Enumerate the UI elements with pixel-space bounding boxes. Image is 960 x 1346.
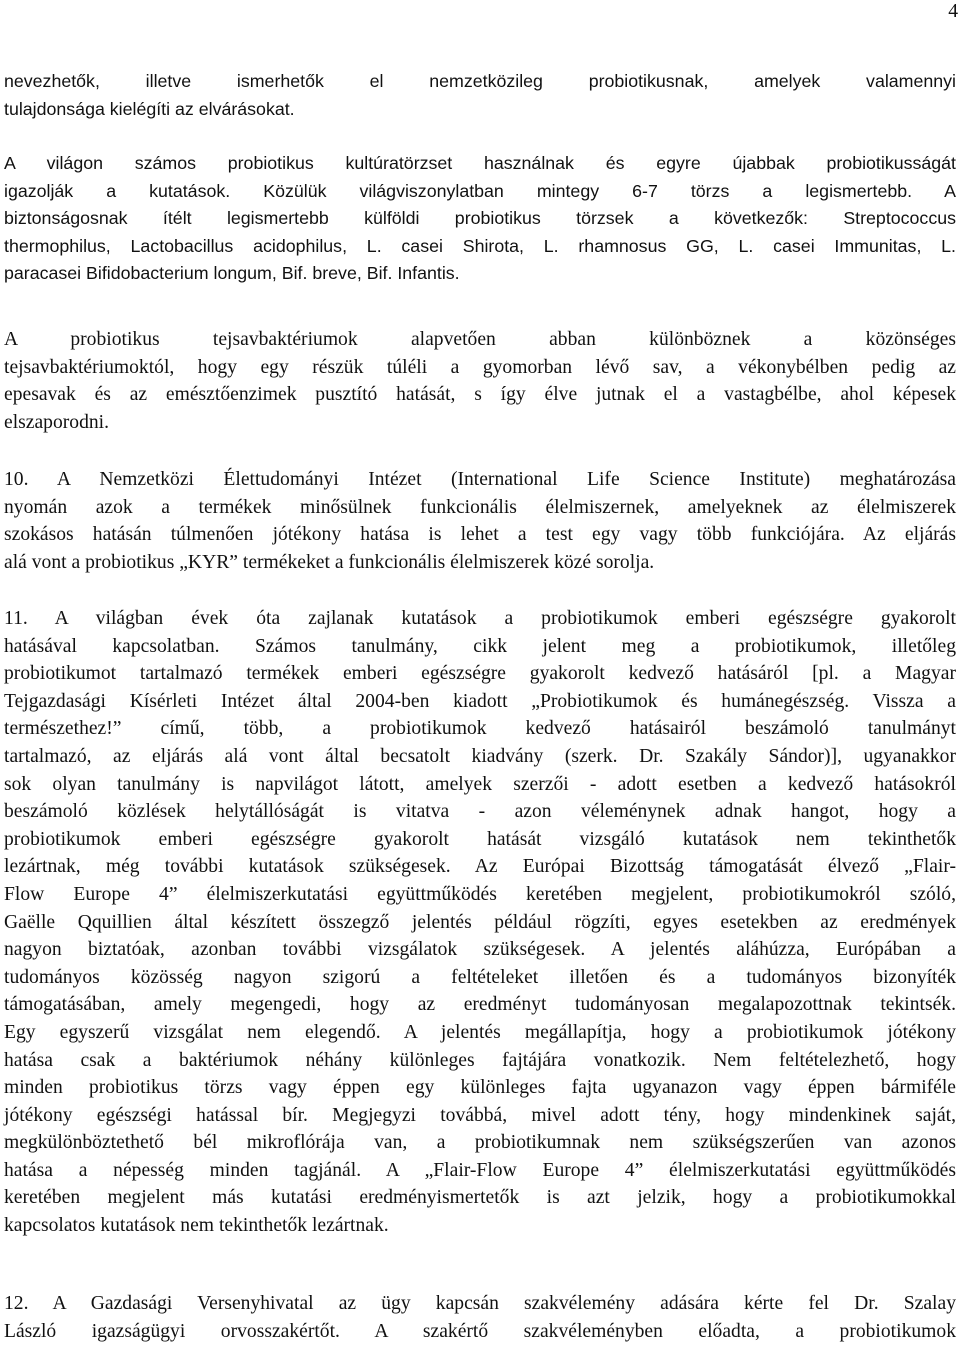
text-line: megkülönböztethető bél mikroflórája van, a probiotikumnak nem szükségszerűen van azonos (4, 1132, 956, 1154)
text-line: thermophilus, Lactobacillus acidophilus, L. casei Shirota, L. rhamnosus GG, L. casei Immunitas, L. (4, 235, 956, 256)
text-line: tartalmazó, az eljárás alá vont által becsatolt kiadvány (szerk. Dr. Szakály Sándor)], ugyanakkor (4, 745, 956, 767)
text-line: sok olyan tanulmány is napvilágot látott, amelyek szerzői - adott esetben a kedvező hatásokról (4, 773, 956, 795)
text-line: természethez!” című, több, a probiotikumok kedvező hatásairól beszámoló tanulmányt (4, 718, 956, 740)
text-line: probiotikumot tartalmazó termékek emberi egészségre gyakorolt kedvező hatásáról [pl. a Magyar (4, 663, 956, 685)
text-line: igazolják a kutatások. Közülük világviszonylatban mintegy 6-7 törzs a legismertebb. A (4, 180, 956, 201)
paragraph-1 (4, 68, 956, 123)
text-line: alá vont a probiotikus „KYR” termékeket a funkcionális élelmiszerek közé sorolja. (4, 551, 655, 573)
text-line: tejsavbaktériumoktól, hogy egy részük túléli a gyomorban lévő sav, a vékonybélben pedig az (4, 356, 956, 378)
text-line: elszaporodni. (4, 411, 110, 433)
text-line: epesavak és az emésztőenzimek pusztító hatását, s így élve jutnak el a vastagbélbe, ahol képesek (4, 384, 956, 406)
text-line: lezártnak, még további kutatások szükségesek. Az Európai Bizottság támogatását élvező „Flair- (4, 856, 956, 878)
text-line: hatása a népesség minden tagjánál. A „Flair-Flow Europe 4” élelmiszerkutatási együttműködés (4, 1159, 956, 1181)
text-line: hatása csak a baktériumok néhány különleges fajtájára vonatkozik. Nem feltételezhető, hogy (4, 1049, 956, 1071)
text-line: Egy egyszerű vizsgálat nem elegendő. A jelentés megállapítja, hogy a probiotikumok jótékony (4, 1021, 956, 1043)
text-line: probiotikumok emberi egészségre gyakorolt hatását vizsgáló kutatások nem tekinthetők (4, 828, 956, 850)
text-line: Flow Europe 4” élelmiszerkutatási együttműködés keretében megjelent, probiotikumokról szóló, (4, 883, 956, 905)
text-line: kapcsolatos kutatások nem tekinthetők lezártnak. (4, 1215, 389, 1237)
text-line: A probiotikus tejsavbaktériumok alapvetően abban különböznek a közönséges (4, 329, 956, 350)
text-line: tulajdonsága kielégíti az elvárásokat. (4, 98, 295, 119)
text-line: tudományos közösség nagyon szigorú a feltételeket illetően és a tudományos bizonyíték (4, 966, 956, 988)
text-line: László igazságügyi orvosszakértőt. A szakértő szakvéleményben előadta, a probiotikumok (4, 1320, 956, 1342)
paragraph-6 (4, 1290, 956, 1345)
page-number: 4 (948, 1, 958, 22)
paragraph-2 (4, 150, 956, 288)
text-line: Gaëlle Qquillien által készített összegző jelentés például rögzíti, egyes esetekben az eredmények (4, 911, 956, 933)
text-line: támogatásában, amely megengedi, hogy az eredményt tudományosan megalapozottnak tekintsék. (4, 994, 956, 1016)
text-line: biztonságosnak ítélt legismertebb külföldi probiotikus törzsek a következők: Streptococcus (4, 208, 956, 229)
text-line: nevezhetők, illetve ismerhetők el nemzetközileg probiotikusnak, amelyek valamennyi (4, 71, 956, 91)
text-line: nyomán azok a termékek minősülnek funkcionális élelmiszernek, amelyeknek az élelmiszerek (4, 496, 956, 518)
text-line: 10. A Nemzetközi Élettudományi Intézet (International Life Science Institute) meghatározása (4, 469, 956, 490)
paragraph-4 (4, 466, 956, 576)
text-line: A világon számos probiotikus kultúratörzset használnak és egyre újabbak probiotikusságát (4, 153, 956, 173)
paragraph-5 (4, 605, 956, 1240)
text-line: keretében megjelent más kutatási eredményismertetők is azt jelzik, hogy a probiotikumokkal (4, 1187, 956, 1209)
text-line: Tejgazdasági Kísérleti Intézet által 2004-ben kiadott „Probiotikumok és humánegészség. Vissza a (4, 690, 956, 712)
paragraph-3 (4, 326, 956, 436)
text-line: szokásos hatásán túlmenően jótékony hatása is lehet a test egy vagy több funkciójára. Az eljárás (4, 524, 956, 546)
text-line: hatásával kapcsolatban. Számos tanulmány, cikk jelent meg a probiotikumok, illetőleg (4, 635, 956, 657)
text-line: 12. A Gazdasági Versenyhivatal az ügy kapcsán szakvélemény adására kérte fel Dr. Szalay (4, 1293, 956, 1314)
text-line: minden probiotikus törzs vagy éppen egy különleges fajta ugyanazon vagy éppen bármiféle (4, 1077, 956, 1099)
text-line: beszámoló közlések helytállóságát is vitatva - azon véleménynek adnak hangot, hogy a (4, 801, 956, 823)
text-line: 11. A világban évek óta zajlanak kutatások a probiotikumok emberi egészségre gyakorolt (4, 608, 956, 629)
text-line: nagyon biztatóak, azonban további vizsgálatok szükségesek. A jelentés aláhúzza, Európában a (4, 939, 956, 961)
text-line: paracasei Bifidobacterium longum, Bif. breve, Bif. Infantis. (4, 263, 460, 284)
text-line: jótékony egészségi hatással bír. Megjegyzi továbbá, mivel adott tény, hogy mindenkinek saját, (4, 1104, 956, 1126)
